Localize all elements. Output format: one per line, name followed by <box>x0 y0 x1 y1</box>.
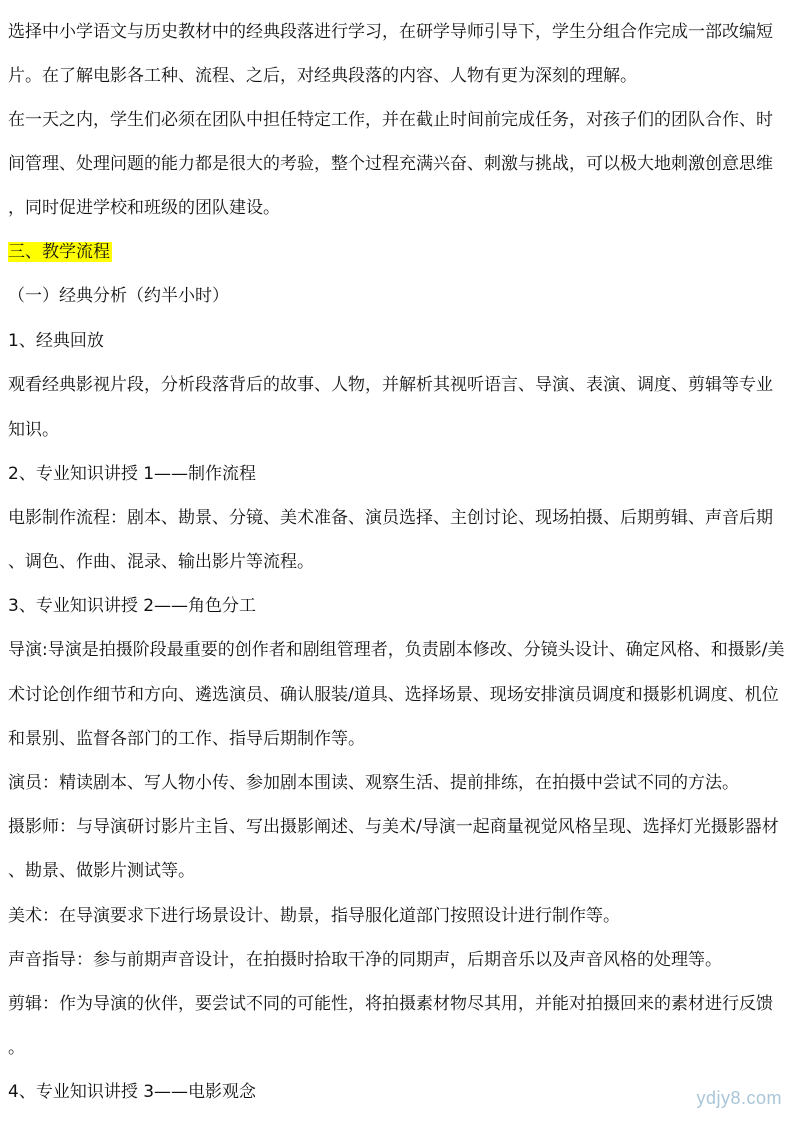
item-heading: 1、经典回放 <box>8 331 104 351</box>
highlight-mark: 三、教学流程 <box>8 242 110 262</box>
paragraph-line: 观看经典影视片段，分析段落背后的故事、人物，并解析其视听语言、导演、表演、调度、剪辑等专业 <box>8 375 773 395</box>
paragraph-line: 声音指导：参与前期声音设计，在拍摄时拾取干净的同期声，后期音乐以及声音风格的处理等。 <box>8 950 722 970</box>
paragraph-line: 。 <box>8 1038 25 1058</box>
paragraph-line: 电影制作流程：剧本、勘景、分镜、美术准备、演员选择、主创讨论、现场拍摄、后期剪辑、声音后期 <box>8 508 773 528</box>
watermark-text: ydjy8.com <box>696 1088 782 1108</box>
paragraph-line: 术讨论创作细节和方向、遴选演员、确认服装/道具、选择场景、现场安排演员调度和摄影机调度、机位 <box>8 685 779 705</box>
paragraph-line: 、勘景、做影片测试等。 <box>8 861 195 881</box>
paragraph-line: 剪辑：作为导演的伙伴，要尝试不同的可能性，将拍摄素材物尽其用，并能对拍摄回来的素材进行反馈 <box>8 994 773 1014</box>
paragraph-line: 美术：在导演要求下进行场景设计、勘景，指导服化道部门按照设计进行制作等。 <box>8 906 620 926</box>
subsection-heading: （一）经典分析（约半小时） <box>8 286 229 306</box>
paragraph-line: 在一天之内，学生们必须在团队中担任特定工作，并在截止时间前完成任务，对孩子们的团队合作、时 <box>8 110 773 130</box>
paragraph-line: 、调色、作曲、混录、输出影片等流程。 <box>8 552 314 572</box>
paragraph-line: 演员：精读剧本、写人物小传、参加剧本围读、观察生活、提前排练，在拍摄中尝试不同的方法。 <box>8 773 739 793</box>
item-heading: 2、专业知识讲授 1——制作流程 <box>8 464 257 484</box>
section-heading-highlighted <box>8 240 112 264</box>
paragraph-line: 选择中小学语文与历史教材中的经典段落进行学习，在研学导师引导下，学生分组合作完成一部改编短 <box>8 22 773 42</box>
paragraph-line: 片。在了解电影各工种、流程、之后，对经典段落的内容、人物有更为深刻的理解。 <box>8 66 637 86</box>
paragraph-line: 摄影师：与导演研讨影片主旨、写出摄影阐述、与美术/导演一起商量视觉风格呈现、选择灯光摄影器材 <box>8 817 779 837</box>
paragraph-line: ，同时促进学校和班级的团队建设。 <box>8 198 280 218</box>
item-heading: 4、专业知识讲授 3——电影观念 <box>8 1082 257 1102</box>
item-heading: 3、专业知识讲授 2——角色分工 <box>8 596 257 616</box>
paragraph-line: 和景别、监督各部门的工作、指导后期制作等。 <box>8 729 365 749</box>
paragraph-line: 间管理、处理问题的能力都是很大的考验，整个过程充满兴奋、刺激与挑战，可以极大地刺激创意思维 <box>8 154 773 174</box>
paragraph-line: 导演:导演是拍摄阶段最重要的创作者和剧组管理者，负责剧本修改、分镜头设计、确定风格、和摄影/美 <box>8 640 785 660</box>
paragraph-line: 知识。 <box>8 420 59 440</box>
